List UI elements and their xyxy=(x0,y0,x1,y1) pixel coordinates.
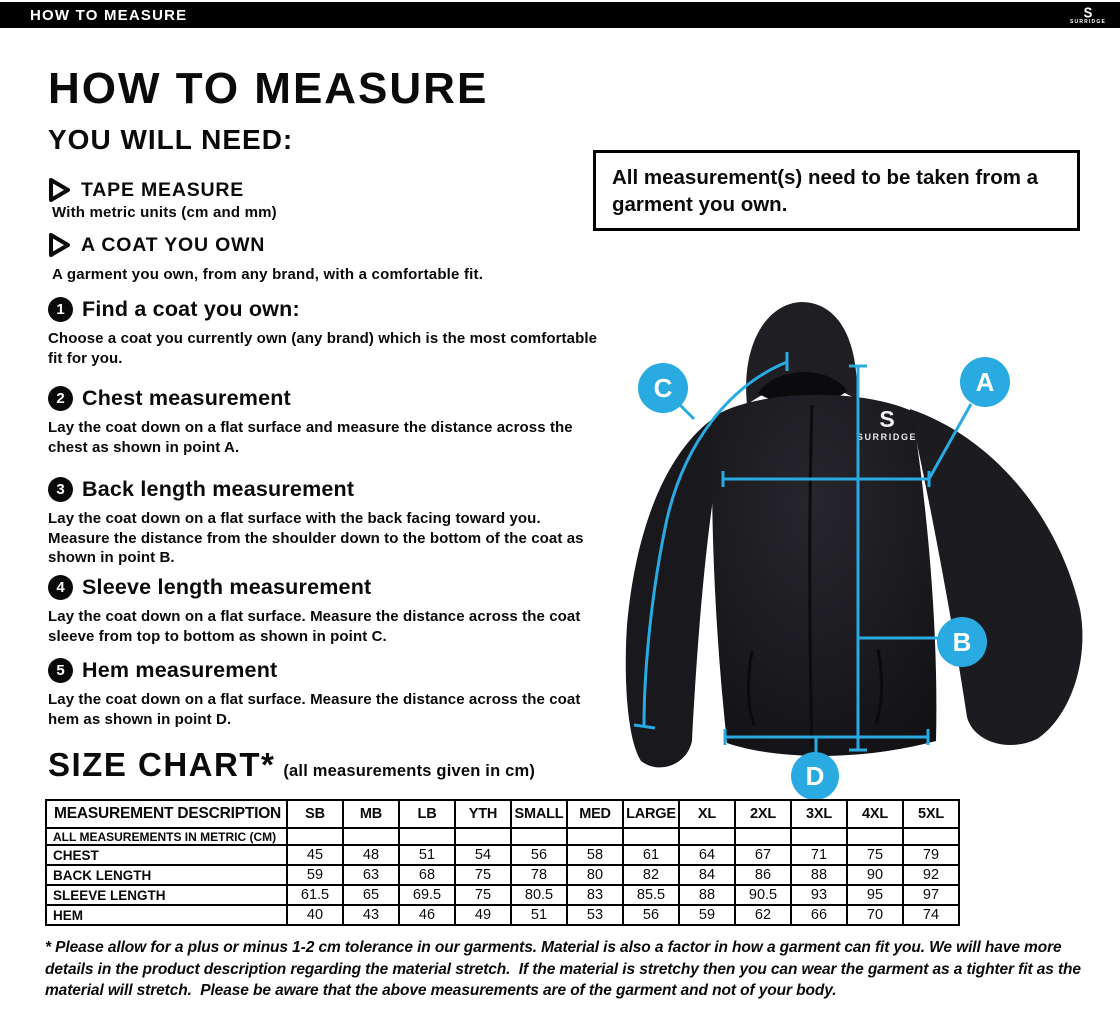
size-column-header: YTH xyxy=(455,800,511,828)
measurement-value: 49 xyxy=(455,905,511,925)
step-1 xyxy=(48,297,600,368)
marker-b-label: B xyxy=(952,627,972,657)
step-title: Find a coat you own: xyxy=(82,297,300,321)
measurement-value: 64 xyxy=(679,845,735,865)
measurement-value: 61.5 xyxy=(287,885,343,905)
size-column-header: 4XL xyxy=(847,800,903,828)
jacket-brand-text: SURRIDGE xyxy=(856,432,918,442)
step-number-badge: 3 xyxy=(48,477,73,502)
measurement-value: 74 xyxy=(903,905,959,925)
marker-c-label: C xyxy=(653,373,673,403)
jacket-illustration xyxy=(626,302,1083,767)
measurement-value: 65 xyxy=(343,885,399,905)
measurement-value: 88 xyxy=(679,885,735,905)
measurement-value: 59 xyxy=(679,905,735,925)
metric-note-row xyxy=(46,828,959,845)
measurement-value: 71 xyxy=(791,845,847,865)
measurement-value: 80 xyxy=(567,865,623,885)
empty-cell xyxy=(343,828,399,845)
measurement-value: 54 xyxy=(455,845,511,865)
measurement-value: 40 xyxy=(287,905,343,925)
page-title: HOW TO MEASURE xyxy=(48,64,489,113)
empty-cell xyxy=(679,828,735,845)
size-column-header: SB xyxy=(287,800,343,828)
size-chart-subtitle: (all measurements given in cm) xyxy=(283,762,536,780)
empty-cell xyxy=(903,828,959,845)
measurement-value: 93 xyxy=(791,885,847,905)
step-description: Lay the coat down on a flat surface. Measure the distance across the coat hem as shown in point D. xyxy=(48,691,581,728)
measurement-value: 53 xyxy=(567,905,623,925)
empty-cell xyxy=(287,828,343,845)
empty-cell xyxy=(791,828,847,845)
measurement-value: 46 xyxy=(399,905,455,925)
jacket-brand-monogram: S xyxy=(879,406,895,432)
step-3 xyxy=(48,477,600,568)
surridge-monogram-icon: S xyxy=(1083,3,1093,21)
jacket-figure-svg xyxy=(600,293,1110,813)
measurement-value: 63 xyxy=(343,865,399,885)
jacket-body xyxy=(712,395,936,756)
size-chart-header-row xyxy=(46,800,959,828)
marker-c-connector xyxy=(679,404,694,419)
step-number-badge: 4 xyxy=(48,575,73,600)
empty-cell xyxy=(567,828,623,845)
measurement-value: 75 xyxy=(455,865,511,885)
measurement-value: 68 xyxy=(399,865,455,885)
measurement-value: 75 xyxy=(847,845,903,865)
measurement-value: 92 xyxy=(903,865,959,885)
step-number-badge: 5 xyxy=(48,658,73,683)
measurement-value: 75 xyxy=(455,885,511,905)
measurement-value: 95 xyxy=(847,885,903,905)
size-column-header: MB xyxy=(343,800,399,828)
measurement-value: 80.5 xyxy=(511,885,567,905)
step-2 xyxy=(48,386,600,457)
footnote: * Please allow for a plus or minus 1-2 cm tolerance in our garments. Material is also a factor in how a garment can fit you. We will have more details in the product description regarding the material stretch. If the material is stretchy then you can wear the garment as a tighter fit as the material will stretch. Please be aware that the above measurements are of the garment and not of your body. xyxy=(45,939,1086,999)
jacket-measurement-figure xyxy=(600,293,1110,813)
measurement-value: 82 xyxy=(623,865,679,885)
empty-cell xyxy=(623,828,679,845)
size-column-header: MED xyxy=(567,800,623,828)
need-item-title: A COAT YOU OWN xyxy=(81,233,266,256)
measurement-value: 83 xyxy=(567,885,623,905)
measurement-value: 70 xyxy=(847,905,903,925)
size-column-header: LARGE xyxy=(623,800,679,828)
you-will-need-heading: YOU WILL NEED: xyxy=(48,124,294,155)
marker-a-label: A xyxy=(975,367,995,397)
measurement-value: 97 xyxy=(903,885,959,905)
measurement-label: CHEST xyxy=(46,845,287,865)
empty-cell xyxy=(399,828,455,845)
size-chart-row xyxy=(46,845,959,865)
step-description: Lay the coat down on a flat surface and measure the distance across the chest as shown in point A. xyxy=(48,419,573,456)
size-column-header: 5XL xyxy=(903,800,959,828)
measurement-value: 86 xyxy=(735,865,791,885)
size-column-header: MEASUREMENT DESCRIPTION xyxy=(46,800,287,828)
measurement-label: SLEEVE LENGTH xyxy=(46,885,287,905)
step-number-badge: 2 xyxy=(48,386,73,411)
measurement-value: 45 xyxy=(287,845,343,865)
need-item-coat xyxy=(48,232,265,258)
size-chart-row xyxy=(46,885,959,905)
measurement-value: 66 xyxy=(791,905,847,925)
measurement-value: 59 xyxy=(287,865,343,885)
measurement-value: 58 xyxy=(567,845,623,865)
step-4 xyxy=(48,575,600,646)
measurement-value: 61 xyxy=(623,845,679,865)
triangle-bullet-icon xyxy=(48,232,71,258)
measurement-value: 79 xyxy=(903,845,959,865)
step-title: Chest measurement xyxy=(82,386,291,410)
surridge-logo-text: SURRIDGE xyxy=(1070,18,1106,25)
callout-box: All measurement(s) need to be taken from a garment you own. xyxy=(593,150,1080,231)
size-column-header: 2XL xyxy=(735,800,791,828)
measurement-value: 43 xyxy=(343,905,399,925)
measurement-value: 56 xyxy=(623,905,679,925)
measurement-label: HEM xyxy=(46,905,287,925)
measurement-label: BACK LENGTH xyxy=(46,865,287,885)
measurement-value: 88 xyxy=(791,865,847,885)
size-chart-title: SIZE CHART* xyxy=(48,746,276,783)
empty-cell xyxy=(735,828,791,845)
measurement-value: 69.5 xyxy=(399,885,455,905)
triangle-bullet-icon xyxy=(48,177,71,203)
size-column-header: 3XL xyxy=(791,800,847,828)
measurement-value: 78 xyxy=(511,865,567,885)
size-chart-row xyxy=(46,905,959,925)
step-description: Lay the coat down on a flat surface with the back facing toward you. Measure the distance from the shoulder down to the bottom of the coat as shown in point B. xyxy=(48,510,584,566)
size-chart-heading xyxy=(48,746,535,784)
metric-note-cell: ALL MEASUREMENTS IN METRIC (CM) xyxy=(46,828,287,845)
need-item-title: TAPE MEASURE xyxy=(81,178,245,201)
surridge-logo xyxy=(1070,3,1106,25)
marker-d-label: D xyxy=(805,761,825,791)
jacket-left-sleeve xyxy=(626,415,720,767)
measurement-value: 62 xyxy=(735,905,791,925)
top-bar-title: HOW TO MEASURE xyxy=(30,6,188,24)
step-5 xyxy=(48,658,600,729)
size-chart-table xyxy=(45,799,960,926)
measurement-value: 51 xyxy=(511,905,567,925)
need-item-tape-measure-desc: With metric units (cm and mm) xyxy=(52,204,277,221)
empty-cell xyxy=(847,828,903,845)
empty-cell xyxy=(511,828,567,845)
empty-cell xyxy=(455,828,511,845)
step-number-badge: 1 xyxy=(48,297,73,322)
step-title: Sleeve length measurement xyxy=(82,575,372,599)
measurement-value: 48 xyxy=(343,845,399,865)
step-title: Back length measurement xyxy=(82,477,355,501)
size-chart-row xyxy=(46,865,959,885)
measurement-value: 56 xyxy=(511,845,567,865)
need-item-tape-measure xyxy=(48,177,244,203)
measurement-value: 85.5 xyxy=(623,885,679,905)
measurement-value: 84 xyxy=(679,865,735,885)
measurement-value: 90.5 xyxy=(735,885,791,905)
step-description: Choose a coat you currently own (any brand) which is the most comfortable fit for you. xyxy=(48,330,598,367)
size-column-header: SMALL xyxy=(511,800,567,828)
size-column-header: XL xyxy=(679,800,735,828)
measurement-value: 67 xyxy=(735,845,791,865)
measurement-value: 90 xyxy=(847,865,903,885)
measurement-value: 51 xyxy=(399,845,455,865)
need-item-coat-desc: A garment you own, from any brand, with a comfortable fit. xyxy=(52,266,484,283)
step-title: Hem measurement xyxy=(82,658,278,682)
top-bar xyxy=(0,2,1120,28)
size-column-header: LB xyxy=(399,800,455,828)
step-description: Lay the coat down on a flat surface. Measure the distance across the coat sleeve from top to bottom as shown in point C. xyxy=(48,608,581,645)
